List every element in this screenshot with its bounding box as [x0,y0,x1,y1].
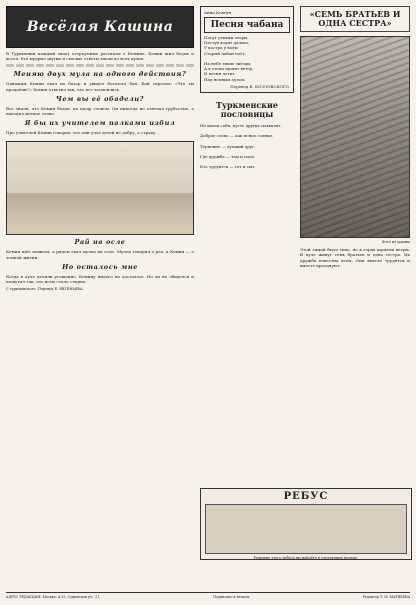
right-article-body: Этой зимой было тихо, но в горах шумели ветры. В ауле живут семь братьев и одна сестра. Их дружба известна всем. Они вместе трудятся и вместе празднуют. [300,247,410,268]
camels-illustration [6,141,194,235]
rebus-image [205,504,407,554]
section-text-4: Кемин шёл пешком, а рядом ехал мулла на осле. Мулла говорил о рае, а Кемин — о земной жизни. [6,249,194,260]
section-title-2: Чем вы её обадели? [55,94,145,103]
left-intro: В Туркмении каждый знает остроумные рассказы о Кемине. Кемин жил беден и весел. Его мудрые шутки и смелые ответы знали во всех аулах. [6,51,194,62]
section-text-5: Когда в ауле делили угощение, Кемину ничего не досталось. Но он не обиделся и пошутил так, что всем стало стыдно. [6,273,194,285]
footer-right: Редактор Т. М. МАТВЕЕВА [362,594,410,599]
proverbs-text: Не хвали себя, пусть другие похвалят. Доброе слово — как ясное солнце. Терпение — лучший друг. Где дружба — там и сила. Кто трудится — тот и сыт. [200,122,282,170]
poem-title: Песня чабана [204,17,290,33]
rebus-caption: Решение этого ребуса вы найдёте в следующем номере. [253,556,359,560]
middle-column [200,6,294,170]
section-text-1: Однажды Кемин ехал на базар и увидел богатого бая. Бай спросил: «Что ты продаёшь?» Кемин ответил так, что все засмеялись. [6,81,194,92]
rebus-box [200,488,412,560]
left-banner-title: Весёлая Кашина [6,6,194,48]
right-column [300,6,410,271]
section-title-3: Я бы их учителем палками избил [24,119,176,128]
photo-trees [300,36,410,238]
footer-left: АДРЕС РЕДАКЦИИ: Москва, А-15, Сущевская ул., 21. [6,594,101,599]
footer-row [6,595,410,599]
rule-1 [6,64,194,67]
right-article-title: «СЕМЬ БРАТЬЕВ И ОДНА СЕСТРА» [300,6,410,32]
rebus-title: РЕБУС [283,491,329,502]
poem-header [200,6,294,93]
section-title-5: Но осталось мне [62,262,138,271]
poem-signature: Перевод В. КОЗЛОВСКОГО. [230,83,290,89]
poem-text: Пасут утками отары, Пастух ходит далеко, У костра у воды Старый чабан поёт. На небе тихие звёзды, А в степи шумит ветер, И песня летит Над ночным аулом. [204,35,254,82]
proverbs-title: Туркменские пословицы [215,99,278,119]
photo-caption: Фото из архива [381,240,410,244]
poem-author: Анна Ковтун [204,10,232,15]
credits: С туркменского. Перевод Е. ЕВГЕНЬЕВА. [6,287,84,292]
section-title-1: Меняю двух мула на одного действия? [13,70,187,79]
left-column [6,6,194,291]
section-text-2: Все знали, что Кемин беден, но щедр словом. Он никогда не отвечал грубостью, а находил меткое слово. [6,105,194,117]
section-text-3: Про учителей Кемин говорил, что они учат детей не добру, а страху. [6,130,157,136]
footer [6,592,410,599]
section-title-4: Рай на осле [74,238,126,247]
footer-mid: Подписано к печати. [213,594,250,599]
